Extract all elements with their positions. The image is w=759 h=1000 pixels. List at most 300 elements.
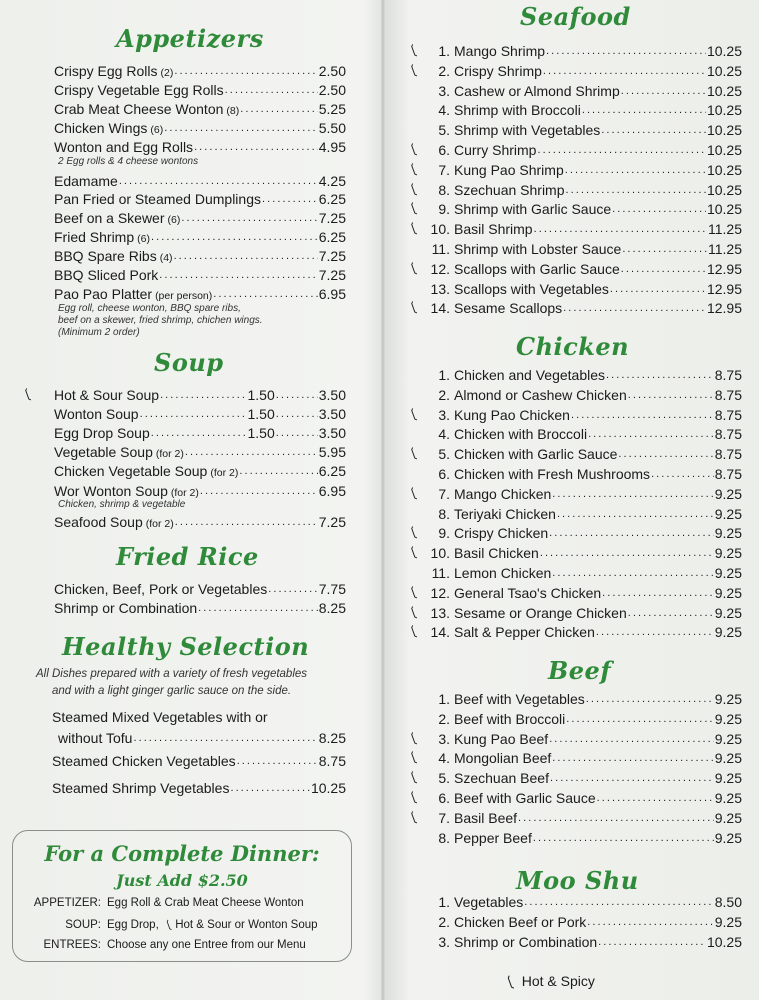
item-description: (Minimum 2 order) (58, 327, 140, 338)
dot-leader (181, 209, 317, 223)
menu-item-row (430, 386, 742, 404)
item-name: Basil Chicken (454, 545, 539, 562)
healthy-intro-line: All Dishes prepared with a variety of fresh vegetables (36, 668, 308, 680)
item-name: Vegetable Soup (54, 444, 153, 460)
item-quantity: (for 2) (210, 467, 239, 479)
menu-item-row (54, 138, 346, 156)
item-name: Sesame or Orange Chicken (454, 604, 627, 621)
dot-leader (200, 482, 318, 496)
item-name: Chicken Vegetable Soup (54, 463, 208, 479)
menu-item-row (54, 228, 346, 248)
menu-item-row (430, 730, 742, 748)
item-price: 12.95 (706, 260, 742, 277)
item-number: 9. (438, 201, 450, 218)
dinner-soup-row (13, 918, 318, 931)
menu-item-row (430, 584, 742, 602)
dot-leader (175, 513, 318, 527)
item-name: Shrimp or Combination (54, 600, 198, 616)
menu-item-row (430, 505, 742, 523)
item-price: 6.25 (318, 229, 346, 245)
item-price: 10.25 (706, 181, 742, 198)
menu-item-row (54, 247, 346, 267)
item-price: 10.25 (706, 62, 742, 79)
item-price: 10.25 (706, 82, 742, 99)
menu-item-row (430, 280, 742, 298)
item-price: 9.25 (714, 525, 742, 542)
item-price: 9.25 (714, 809, 742, 826)
item-price: 9.25 (714, 485, 742, 502)
item-price: 9.25 (714, 565, 742, 581)
item-name: Seafood Soup (54, 514, 143, 530)
item-price: 7.25 (318, 248, 346, 264)
item-name: Wonton and Egg Rolls (54, 139, 194, 155)
item-name: Steamed Mixed Vegetables with or (52, 709, 268, 725)
item-name: Wor Wonton Soup (54, 483, 168, 499)
item-name: Pao Pao Platter (54, 286, 153, 302)
item-number: 8. (438, 829, 450, 846)
dot-leader (552, 564, 713, 578)
menu-item-row (54, 172, 346, 190)
item-price: 7.75 (318, 581, 346, 597)
item-name: Beef on a Skewer (54, 210, 165, 226)
menu-item-row (430, 604, 742, 622)
dot-leader (621, 82, 706, 96)
menu-item-row (430, 544, 742, 562)
item-name: Shrimp with Garlic Sauce (454, 201, 612, 218)
dot-leader (549, 730, 714, 744)
dot-leader (268, 580, 318, 594)
item-price: 8.25 (318, 730, 346, 746)
item-price: 6.95 (318, 483, 346, 499)
dot-leader (587, 913, 713, 927)
menu-item-row (58, 729, 346, 747)
item-number: 6. (438, 466, 450, 482)
menu-item-row (54, 599, 346, 617)
item-price: 11.25 (708, 241, 742, 257)
item-quantity: (4) (159, 252, 173, 264)
dot-leader (628, 386, 714, 400)
item-price: 8.75 (714, 386, 742, 403)
item-number: 1. (438, 894, 450, 910)
item-name: Beef with Broccoli (454, 710, 566, 727)
chili-pepper-icon: ❲ (405, 139, 421, 158)
item-number: 2. (438, 62, 450, 79)
dot-leader (237, 752, 318, 766)
dot-leader (566, 710, 713, 724)
item-quantity: (6) (137, 233, 150, 245)
item-number: 6. (438, 790, 450, 806)
item-name: Shrimp with Broccoli (454, 102, 581, 119)
item-name: BBQ Spare Ribs (54, 248, 157, 264)
chili-pepper-icon: ❲ (405, 807, 421, 826)
small-price: 1.50 (247, 406, 275, 422)
item-name: Fried Shrimp (54, 229, 135, 245)
menu-item-row (430, 789, 742, 807)
item-number: 3. (438, 82, 450, 99)
item-price: 9.25 (714, 604, 742, 621)
dot-leader (533, 829, 714, 843)
dot-leader (534, 220, 707, 234)
menu-item-row (430, 181, 742, 199)
item-name: Szechuan Beef (454, 770, 549, 787)
dot-leader (550, 769, 714, 783)
dot-leader (230, 779, 310, 793)
item-name: Steamed Chicken Vegetables (52, 753, 236, 769)
chili-pepper-icon: ❲ (162, 917, 176, 933)
dot-leader (537, 141, 705, 155)
item-description: Chicken, shrimp & vegetable (58, 499, 186, 510)
seafood-heading: Seafood (520, 2, 631, 31)
item-quantity: (2) (160, 67, 174, 79)
moo-shu-heading: Moo Shu (516, 866, 639, 895)
menu-item-row (430, 299, 742, 317)
spicy-legend-label: Hot & Spicy (521, 973, 595, 989)
item-name: Teriyaki Chicken (454, 505, 556, 522)
dot-leader (225, 81, 318, 95)
item-quantity: (6) (150, 124, 164, 136)
item-number: 6. (438, 142, 450, 158)
item-number: 7. (438, 809, 450, 826)
item-number: 5. (438, 446, 450, 463)
chili-pepper-icon: ❲ (405, 404, 421, 423)
dot-leader (601, 121, 706, 135)
item-description: beef on a skewer, fried shrimp, chichen wings. (58, 315, 263, 326)
dot-leader (240, 100, 318, 114)
item-number: 9. (438, 525, 450, 542)
item-name: Chicken with Broccoli (454, 426, 588, 443)
dot-leader (586, 690, 714, 704)
item-price: 5.25 (318, 101, 346, 117)
dot-leader (119, 172, 318, 186)
item-number: 7. (438, 485, 450, 502)
item-number: 4. (438, 102, 450, 119)
item-number: 13. (430, 604, 450, 621)
item-price: 3.50 (318, 387, 346, 403)
item-price: 11.25 (708, 221, 742, 238)
item-price: 10.25 (706, 142, 742, 158)
dot-leader (546, 42, 706, 56)
chili-pepper-icon: ❲ (501, 971, 519, 991)
small-price: 1.50 (247, 425, 275, 441)
item-name: Wonton Soup (54, 406, 139, 422)
dinner-appetizer-row (13, 897, 304, 909)
item-price: 9.25 (714, 913, 742, 930)
chili-pepper-icon: ❲ (405, 728, 421, 747)
chili-pepper-icon: ❲ (405, 602, 421, 621)
menu-item-row (54, 190, 346, 208)
item-number: 3. (438, 406, 450, 423)
dot-leader (598, 933, 706, 947)
menu-item-row (430, 829, 742, 847)
item-name: Chicken Wings (54, 120, 148, 136)
item-price: 2.50 (318, 63, 346, 79)
item-name: Almond or Cashew Chicken (454, 386, 627, 403)
item-price: 9.25 (714, 790, 742, 806)
appetizers-heading: Appetizers (116, 24, 264, 53)
dot-leader (565, 161, 706, 175)
item-quantity: (6) (167, 214, 181, 226)
dinner-row-label: APPETIZER: (33, 897, 101, 909)
item-number: 1. (438, 43, 450, 59)
menu-item-row (430, 445, 742, 463)
item-name: Mango Shrimp (454, 43, 546, 59)
item-price: 9.25 (714, 829, 742, 846)
page-fold (381, 0, 385, 1000)
item-price: 5.95 (318, 444, 346, 460)
menu-item-row (430, 161, 742, 179)
menu-item-row (430, 82, 742, 100)
menu-item-row (54, 424, 346, 442)
item-price: 10.25 (706, 201, 742, 218)
item-price: 9.25 (714, 584, 742, 601)
complete-dinner-subtitle: Just Add $2.50 (116, 871, 248, 890)
item-price: 7.25 (318, 210, 346, 226)
menu-item-row (54, 100, 346, 120)
menu-item-row (54, 266, 346, 284)
item-number: 13. (430, 280, 450, 297)
chili-pepper-icon: ❲ (405, 748, 421, 766)
spicy-legend (501, 971, 595, 991)
complete-dinner-title: For a Complete Dinner: (44, 841, 320, 866)
item-price: 10.25 (706, 102, 742, 119)
item-quantity: (per person) (155, 290, 213, 302)
menu-item-row (430, 141, 742, 159)
menu-item-row (54, 285, 346, 305)
dot-leader (140, 405, 247, 419)
item-price: 9.25 (714, 710, 742, 727)
item-name: Chicken Beef or Pork (454, 913, 587, 930)
dot-leader (213, 285, 317, 299)
menu-item-row (54, 580, 346, 598)
menu-item-row (430, 42, 742, 60)
item-name: Pepper Beef (454, 829, 532, 846)
item-price: 8.75 (714, 466, 742, 482)
dinner-row-label: SOUP: (65, 919, 101, 931)
item-price: 6.95 (318, 286, 346, 302)
menu-item-row (54, 62, 346, 82)
item-name: Chicken with Garlic Sauce (454, 446, 618, 463)
item-description: Egg roll, cheese wonton, BBQ spare ribs, (58, 303, 241, 314)
item-price: 7.25 (318, 267, 346, 283)
item-name: Curry Shrimp (454, 142, 537, 158)
item-number: 3. (438, 730, 450, 747)
dot-leader (239, 462, 317, 476)
menu-item-row (430, 62, 742, 80)
item-quantity: (for 2) (170, 487, 199, 499)
item-number: 4. (438, 750, 450, 767)
menu-item-row (52, 708, 268, 726)
menu-item-row (430, 524, 742, 542)
item-number: 8. (438, 181, 450, 198)
menu-item-row (430, 200, 742, 218)
dot-leader (597, 789, 714, 803)
item-number: 1. (438, 691, 450, 707)
item-number: 10. (430, 221, 450, 238)
item-name: General Tsao's Chicken (454, 584, 602, 601)
item-name: Salt & Pepper Chicken (454, 624, 595, 641)
item-price: 3.50 (318, 425, 346, 441)
dot-leader (159, 266, 317, 280)
dot-leader (628, 604, 714, 618)
item-name: BBQ Sliced Pork (54, 267, 159, 283)
menu-item-row (430, 260, 742, 278)
item-price: 4.25 (318, 173, 346, 189)
item-name: Kung Pao Chicken (454, 406, 570, 423)
beef-heading: Beef (548, 656, 612, 685)
menu-item-row (430, 913, 742, 931)
dot-leader (524, 893, 713, 907)
item-number: 2. (438, 386, 450, 403)
item-price: 10.25 (310, 780, 346, 796)
chili-pepper-icon: ❲ (405, 298, 421, 316)
item-price: 6.25 (318, 463, 346, 479)
item-number: 2. (438, 913, 450, 930)
soup-heading: Soup (154, 348, 224, 377)
dot-leader (602, 584, 714, 598)
item-number: 2. (438, 710, 450, 727)
item-price: 7.25 (318, 514, 346, 530)
item-price: 5.50 (318, 120, 346, 136)
fried-rice-heading: Fried Rice (116, 542, 259, 571)
item-number: 4. (438, 426, 450, 443)
item-price: 9.25 (714, 545, 742, 562)
dot-leader (618, 445, 713, 459)
menu-item-row (430, 240, 742, 258)
dot-leader (552, 485, 713, 499)
item-name: Basil Beef (454, 809, 518, 826)
item-price: 8.75 (318, 753, 346, 769)
menu-item-row (430, 690, 742, 708)
dot-leader (588, 425, 714, 439)
dot-leader (164, 119, 318, 133)
dinner-row-text: Hot & Sour or Wonton Soup (175, 919, 318, 931)
item-price: 3.50 (318, 406, 346, 422)
item-name: Beef with Garlic Sauce (454, 790, 596, 806)
item-name: Chicken and Vegetables (454, 367, 605, 383)
chili-pepper-icon: ❲ (405, 60, 421, 79)
item-price: 10.25 (706, 43, 742, 59)
dot-leader (582, 101, 706, 115)
menu-item-row (430, 366, 742, 384)
chili-pepper-icon: ❲ (405, 582, 421, 601)
dot-leader (185, 443, 318, 457)
dot-leader (540, 544, 714, 558)
item-price: 10.25 (706, 122, 742, 139)
item-price: 9.25 (714, 691, 742, 707)
chili-pepper-icon: ❲ (405, 443, 421, 462)
dot-leader (276, 424, 318, 438)
dinner-entrees-row (13, 939, 306, 951)
dinner-row-label: ENTREES: (43, 939, 101, 951)
item-price: 2.50 (318, 82, 346, 98)
item-number: 8. (438, 505, 450, 522)
item-price: 8.75 (714, 367, 742, 383)
item-quantity: (for 2) (155, 448, 184, 460)
complete-dinner-box (12, 830, 352, 962)
dot-leader (543, 62, 706, 76)
item-name: Mongolian Beef (454, 750, 552, 767)
item-number: 11. (431, 241, 450, 257)
item-name: Crab Meat Cheese Wonton (54, 101, 224, 117)
item-price: 9.25 (714, 770, 742, 787)
dot-leader (151, 228, 318, 242)
item-quantity: (8) (226, 105, 240, 117)
menu-item-row (430, 406, 742, 424)
item-name: Mango Chicken (454, 485, 552, 502)
dot-leader (610, 280, 706, 294)
menu-item-row (54, 209, 346, 229)
dot-leader (596, 623, 714, 637)
menu-item-row (54, 81, 346, 99)
dot-leader (133, 729, 317, 743)
item-name: Crispy Shrimp (454, 62, 542, 79)
item-number: 12. (430, 584, 450, 601)
menu-item-row (430, 425, 742, 443)
item-name: Crispy Chicken (454, 525, 549, 542)
dot-leader (160, 386, 246, 400)
small-price: 1.50 (247, 387, 275, 403)
item-name: Kung Pao Shrimp (454, 161, 564, 178)
item-number: 1. (438, 367, 450, 383)
menu-item-row (54, 462, 346, 482)
item-price: 10.25 (706, 161, 742, 178)
dot-leader (651, 465, 714, 479)
dot-leader (612, 200, 706, 214)
item-name: Edamame (54, 173, 118, 189)
dot-leader (276, 386, 318, 400)
chili-pepper-icon: ❲ (19, 384, 35, 403)
item-price: 12.95 (706, 300, 742, 317)
item-price: 9.25 (714, 624, 742, 641)
item-name: Egg Drop Soup (54, 425, 150, 441)
dot-leader (552, 749, 713, 763)
chili-pepper-icon: ❲ (405, 542, 421, 561)
item-name: Scallops with Vegetables (454, 280, 609, 297)
dot-leader (174, 62, 317, 76)
item-name: Steamed Shrimp Vegetables (52, 780, 230, 796)
item-name: Crispy Egg Rolls (54, 63, 158, 79)
item-name: Scallops with Garlic Sauce (454, 260, 620, 277)
dot-leader (174, 247, 318, 261)
dot-leader (571, 406, 714, 420)
chili-pepper-icon: ❲ (405, 179, 421, 198)
menu-item-row (430, 749, 742, 767)
item-price: 4.95 (318, 139, 346, 155)
item-description: 2 Egg rolls & 4 cheese wontons (58, 156, 199, 167)
item-number: 5. (438, 122, 450, 139)
item-number: 5. (438, 770, 450, 787)
item-number: 3. (438, 933, 450, 950)
item-name: Crispy Vegetable Egg Rolls (54, 82, 224, 98)
chicken-heading: Chicken (516, 332, 630, 361)
menu-item-row (430, 465, 742, 483)
dot-leader (151, 424, 247, 438)
item-number: 14. (430, 624, 450, 641)
chili-pepper-icon: ❲ (405, 523, 421, 541)
item-number: 12. (430, 260, 450, 277)
dot-leader (198, 599, 318, 613)
dinner-row-text: Egg Drop, (107, 919, 159, 931)
chili-pepper-icon: ❲ (405, 483, 421, 502)
dot-leader (557, 505, 714, 519)
chili-pepper-icon: ❲ (405, 218, 421, 237)
item-price: 9.25 (714, 750, 742, 767)
item-number: 11. (431, 565, 450, 581)
item-name: Cashew or Almond Shrimp (454, 82, 620, 99)
chili-pepper-icon: ❲ (405, 258, 421, 277)
item-name: Sesame Scallops (454, 300, 563, 317)
dinner-row-text: Egg Roll & Crab Meat Cheese Wonton (107, 897, 304, 909)
